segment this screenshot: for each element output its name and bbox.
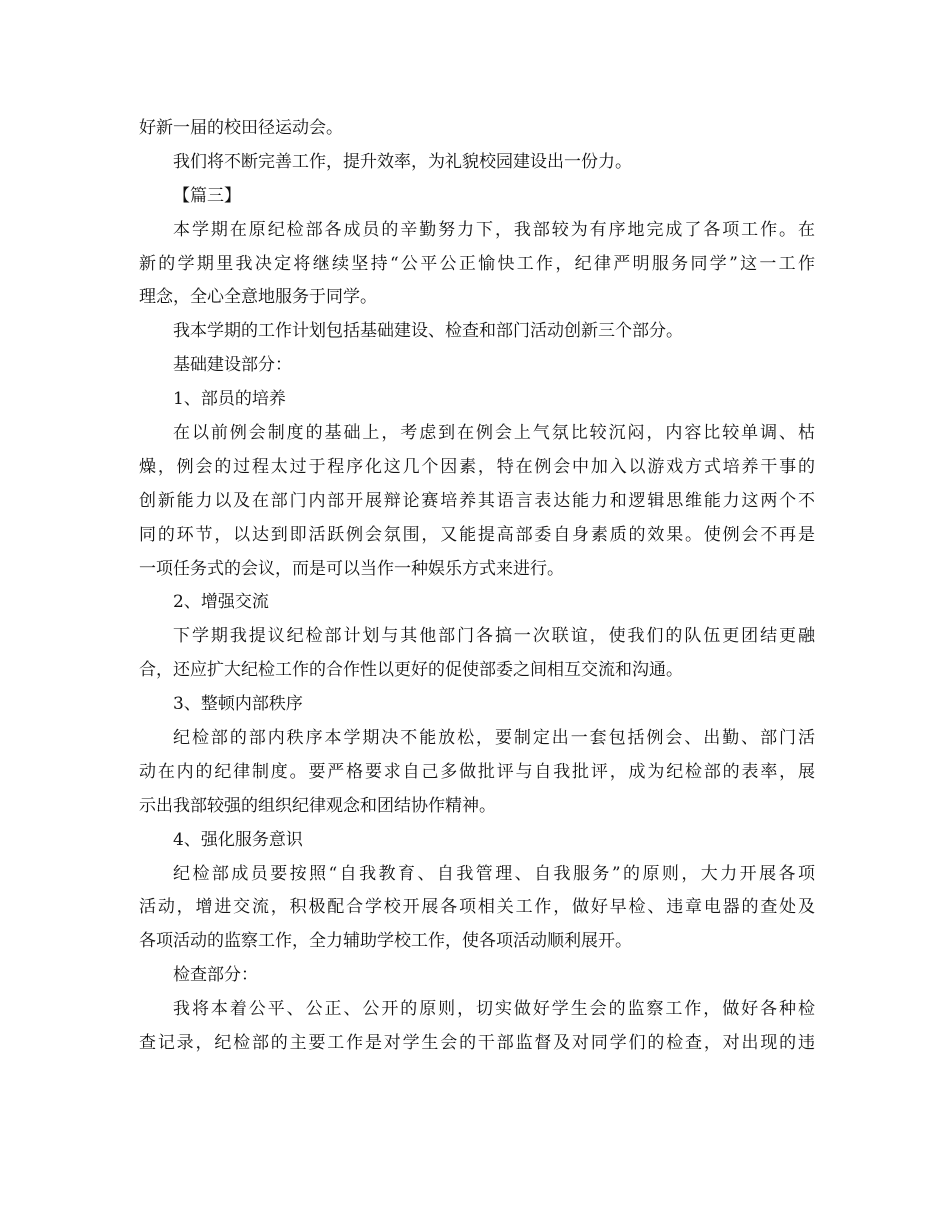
subheading-basic-construction: 基础建设部分：	[173, 355, 292, 376]
text-line-12: 创新能力以及在部门内部开展辩论赛培养其语言表达能力和逻辑思维能力这两个不	[139, 490, 815, 511]
text-line-13: 同的环节，以达到即活跃例会氛围，又能提高部委自身素质的效果。使例会不再是	[139, 524, 815, 545]
text-line-17: 合，还应扩大纪检工作的合作性以更好的促使部委之间相互交流和沟通。	[139, 660, 683, 681]
text-line-16: 下学期我提议纪检部计划与其他部门各搞一次联谊，使我们的队伍更团结更融	[173, 626, 815, 647]
document-body	[139, 112, 815, 1061]
text-line-1: 好新一届的校田径运动会。	[139, 118, 343, 138]
text-line-14: 一项任务式的会议，而是可以当作一种娱乐方式来进行。	[139, 558, 564, 579]
text-line-25: 各项活动的监察工作，全力辅助学校工作，使各项活动顺利展开。	[139, 931, 632, 952]
text-line-4: 本学期在原纪检部各成员的辛勤努力下，我部较为有序地完成了各项工作。在	[173, 219, 815, 240]
text-line-23: 纪检部成员要按照“自我教育、自我管理、自我服务”的原则，大力开展各项	[173, 863, 815, 884]
item-heading-2: 2、增强交流	[173, 592, 269, 613]
text-line-6: 理念，全心全意地服务于同学。	[139, 287, 377, 308]
item-heading-1: 1、部员的培养	[173, 389, 286, 410]
text-line-27: 我将本着公平、公正、公开的原则，切实做好学生会的监察工作，做好各种检	[173, 999, 815, 1020]
text-line-28: 查记录，纪检部的主要工作是对学生会的干部监督及对同学们的检查，对出现的违	[139, 1033, 815, 1054]
item-heading-4: 4、强化服务意识	[173, 829, 303, 850]
text-line-7: 我本学期的工作计划包括基础建设、检查和部门活动创新三个部分。	[173, 321, 683, 342]
text-line-5: 新的学期里我决定将继续坚持“公平公正愉快工作，纪律严明服务同学”这一工作	[139, 253, 815, 274]
text-line-10: 在以前例会制度的基础上，考虑到在例会上气氛比较沉闷，内容比较单调、枯	[173, 423, 815, 444]
text-line-19: 纪检部的部内秩序本学期决不能放松，要制定出一套包括例会、出勤、部门活	[173, 728, 815, 749]
text-line-21: 示出我部较强的组织纪律观念和团结协作精神。	[139, 795, 496, 816]
subheading-inspection: 检查部分：	[173, 965, 258, 986]
section-heading: 【篇三】	[173, 185, 241, 206]
item-heading-3: 3、整顿内部秩序	[173, 694, 303, 715]
text-line-2: 我们将不断完善工作，提升效率，为礼貌校园建设出一份力。	[173, 151, 632, 172]
text-line-11: 燥，例会的过程太过于程序化这几个因素，特在例会中加入以游戏方式培养干事的	[139, 456, 815, 477]
text-line-20: 动在内的纪律制度。要严格要求自己多做批评与自我批评，成为纪检部的表率，展	[139, 761, 815, 782]
text-line-24: 活动，增进交流，积极配合学校开展各项相关工作，做好早检、违章电器的查处及	[139, 897, 815, 918]
